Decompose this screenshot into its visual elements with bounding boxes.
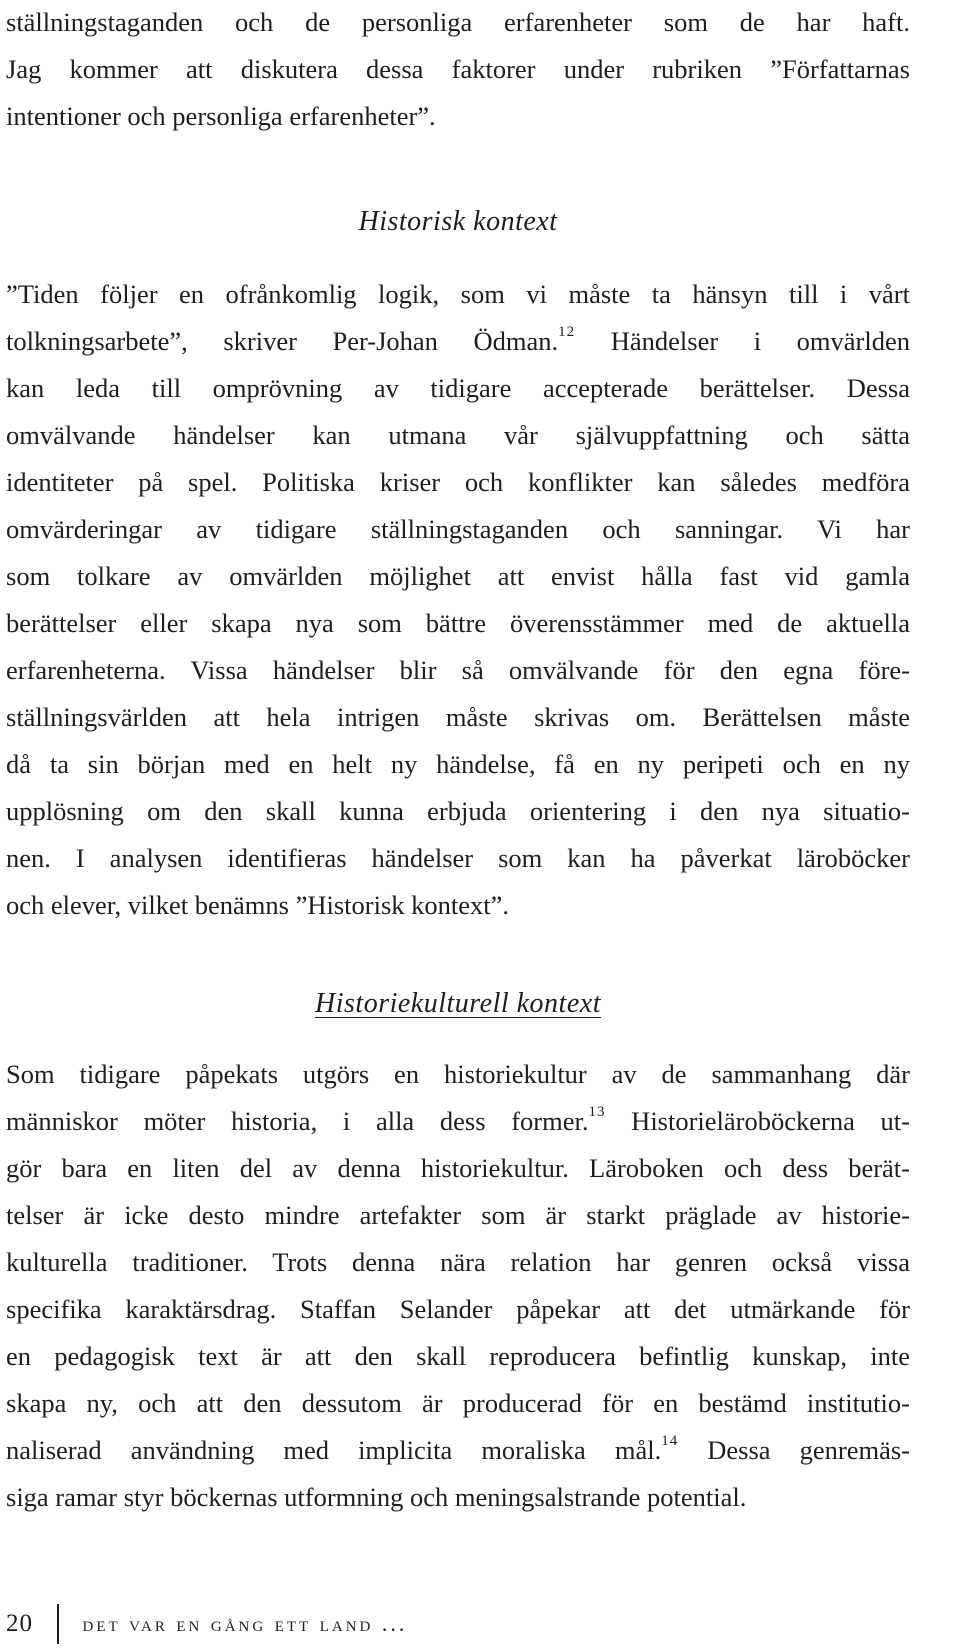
line-text: då ta sin början med en helt ny händelse, få en ny peripeti och en ny — [6, 749, 910, 779]
line-text: Som tidigare påpekats utgörs en historiekultur av de sammanhang där — [6, 1059, 910, 1089]
footnote-ref[interactable]: 12 — [558, 324, 576, 341]
line-text: skapa ny, och att den dessutom är producerad för en bestämd institutio- — [6, 1388, 910, 1418]
line-text: berättelser eller skapa nya som bättre överensstämmer med de aktuella — [6, 608, 910, 638]
line-text-continued: Historieläroböckerna ut- — [605, 1106, 910, 1136]
text-line — [6, 1380, 910, 1427]
text-line — [6, 365, 910, 412]
footnote-ref[interactable]: 14 — [661, 1433, 679, 1450]
running-title: det var en gång ett land ... — [82, 1611, 408, 1636]
line-text: kan leda till omprövning av tidigare accepterade berättelser. Dessa — [6, 373, 910, 403]
line-text: naliserad användning med implicita moraliska mål. — [6, 1435, 662, 1465]
text-line — [6, 788, 910, 835]
line-text: tolkningsarbete”, skriver Per-Johan Ödman. — [6, 326, 559, 356]
text-line: intentioner och personliga erfarenheter”. — [6, 101, 436, 131]
line-text: erfarenheterna. Vissa händelser blir så omvälvande för den egna före- — [6, 655, 910, 685]
line-text: identiteter på spel. Politiska kriser och konflikter kan således medföra — [6, 467, 910, 497]
section-heading-historiekulturell — [6, 980, 910, 1027]
text-line — [6, 694, 910, 741]
text-line — [6, 1474, 910, 1521]
text-line: Jag kommer att diskutera dessa faktorer under rubriken ”Författarnas — [6, 54, 910, 84]
text-line — [6, 647, 910, 694]
text-line — [6, 506, 910, 553]
intro-paragraph — [6, 0, 910, 140]
line-text: människor möter historia, i alla dess former. — [6, 1106, 589, 1136]
text-line — [6, 1051, 910, 1098]
text-line — [6, 412, 910, 459]
text-line — [6, 1427, 910, 1474]
line-text: omvälvande händelser kan utmana vår självuppfattning och sätta — [6, 420, 910, 450]
line-text: kulturella traditioner. Trots denna nära relation har genren också vissa — [6, 1247, 910, 1277]
text-line — [6, 1145, 910, 1192]
text-line — [6, 1239, 910, 1286]
text-line — [6, 882, 910, 929]
line-text: upplösning om den skall kunna erbjuda orientering i den nya situatio- — [6, 796, 910, 826]
line-text: specifika karaktärsdrag. Staffan Selander påpekar att det utmärkande för — [6, 1294, 910, 1324]
line-text-continued: Händelser i omvärlden — [575, 326, 910, 356]
section-heading-historisk — [6, 198, 910, 245]
text-line — [6, 741, 910, 788]
text-line — [6, 553, 910, 600]
text-line — [6, 1098, 910, 1145]
text-line — [6, 271, 910, 318]
line-text: omvärderingar av tidigare ställningstaganden och sanningar. Vi har — [6, 514, 910, 544]
line-text: en pedagogisk text är att den skall reproducera befintlig kunskap, inte — [6, 1341, 910, 1371]
line-text: ”Tiden följer en ofrånkomlig logik, som vi måste ta hänsyn till i vårt — [6, 279, 910, 309]
text-line — [6, 318, 910, 365]
footer-divider — [57, 1604, 59, 1644]
text-line — [6, 1192, 910, 1239]
line-text: gör bara en liten del av denna historiekultur. Läroboken och dess berät- — [6, 1153, 910, 1183]
text-line: ställningstaganden och de personliga erfarenheter som de har haft. — [6, 7, 910, 37]
line-text: telser är icke desto mindre artefakter som är starkt präglade av historie- — [6, 1200, 910, 1230]
text-line — [6, 1286, 910, 1333]
page-number: 20 — [6, 1610, 33, 1637]
line-text: nen. I analysen identifieras händelser som kan ha påverkat läroböcker — [6, 843, 910, 873]
footnote-ref[interactable]: 13 — [588, 1104, 606, 1121]
line-text: som tolkare av omvärlden möjlighet att envist hålla fast vid gamla — [6, 561, 910, 591]
section-heading: Historisk kontext — [358, 206, 558, 237]
paragraph-historisk-kontext — [6, 271, 910, 929]
line-text: ställningsvärlden att hela intrigen måste skrivas om. Berättelsen måste — [6, 702, 910, 732]
text-line — [6, 1333, 910, 1380]
text-line — [6, 835, 910, 882]
line-text-continued: Dessa genremäs- — [678, 1435, 910, 1465]
page-footer — [6, 1604, 407, 1644]
line-text: och elever, vilket benämns ”Historisk kontext”. — [6, 890, 510, 920]
text-line — [6, 459, 910, 506]
section-heading — [6, 980, 910, 1027]
paragraph-historiekulturell-kontext — [6, 1051, 910, 1521]
line-text: siga ramar styr böckernas utformning och meningsalstrande potential. — [6, 1482, 747, 1512]
text-line — [6, 600, 910, 647]
section-heading-text: Historiekulturell kontext — [315, 988, 601, 1019]
